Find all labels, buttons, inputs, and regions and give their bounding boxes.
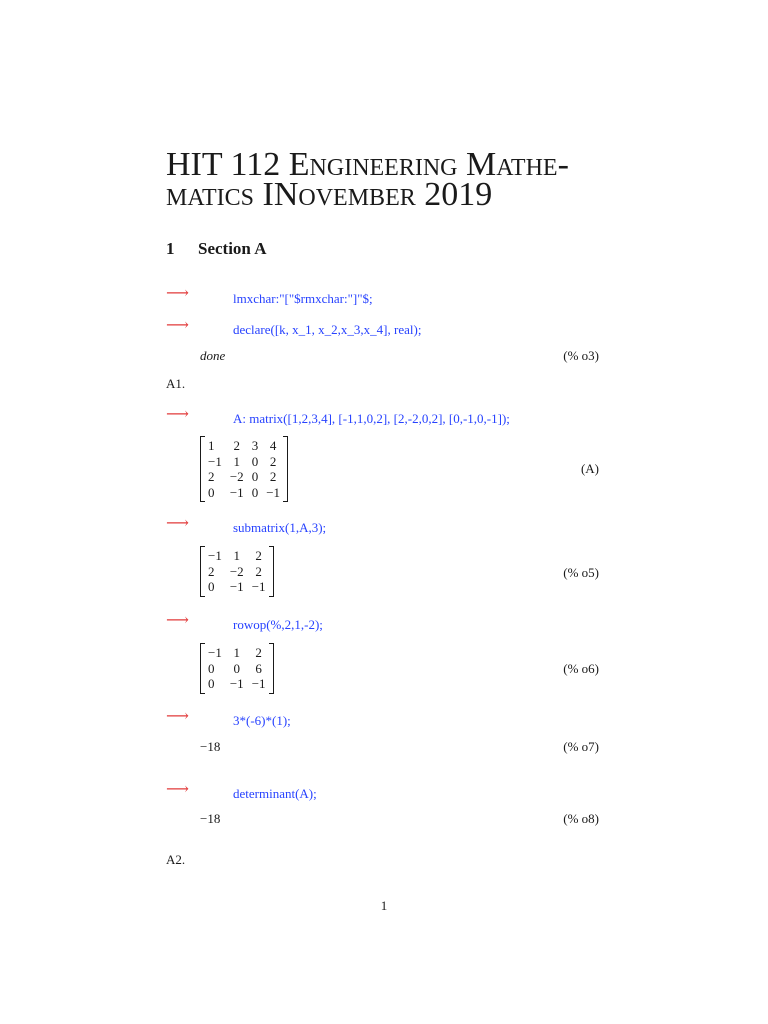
output-o5-label: (% o5): [563, 565, 599, 580]
section-title: Section A: [198, 239, 267, 258]
input-arrow-icon: ⟶: [166, 781, 189, 798]
input-line-6: 3*(-6)*(1);: [233, 713, 291, 728]
input-line-7: determinant(A);: [233, 786, 317, 801]
output-a-label: (A): [580, 461, 599, 476]
marker-a2: A2.: [166, 852, 186, 867]
document-title: [166, 146, 616, 213]
title-line-1: HIT 112 Engineering Mathe-: [166, 146, 569, 183]
output-o8-label: (% o8): [563, 811, 599, 826]
section-heading: [166, 239, 266, 259]
input-line-5: rowop(%,2,1,-2);: [233, 617, 323, 632]
matrix-o6: −1 1 2 0 0 6 0 −1 −1: [200, 643, 274, 694]
title-line-2: matics INovember 2019: [166, 176, 493, 213]
output-o7-value: −18: [200, 739, 221, 754]
output-o7-label: (% o7): [563, 739, 599, 754]
input-arrow-icon: ⟶: [166, 406, 189, 423]
input-arrow-icon: ⟶: [166, 317, 189, 334]
output-o6-label: (% o6): [563, 661, 599, 676]
input-arrow-icon: ⟶: [166, 285, 189, 302]
page-number: 1: [380, 898, 388, 913]
matrix-a: 1 2 3 4 −1 1 0 2 2 −2 0 2 0 −1 0 −1: [200, 436, 288, 502]
input-line-2: declare([k, x_1, x_2,x_3,x_4], real);: [233, 322, 422, 337]
input-line-1: lmxchar:"["$rmxchar:"]"$;: [233, 291, 373, 306]
output-o8-value: −18: [200, 811, 221, 826]
section-number: 1: [166, 239, 175, 258]
output-o3-label: (% o3): [563, 348, 599, 363]
output-o3-value: done: [200, 348, 226, 363]
matrix-o5: −1 1 2 2 −2 2 0 −1 −1: [200, 546, 274, 597]
input-arrow-icon: ⟶: [166, 612, 189, 629]
marker-a1: A1.: [166, 376, 186, 391]
input-arrow-icon: ⟶: [166, 515, 189, 532]
input-arrow-icon: ⟶: [166, 708, 189, 725]
input-line-4: submatrix(1,A,3);: [233, 520, 327, 535]
input-line-3: A: matrix([1,2,3,4], [-1,1,0,2], [2,-2,0,2], [0,-1,0,-1]);: [233, 411, 510, 426]
